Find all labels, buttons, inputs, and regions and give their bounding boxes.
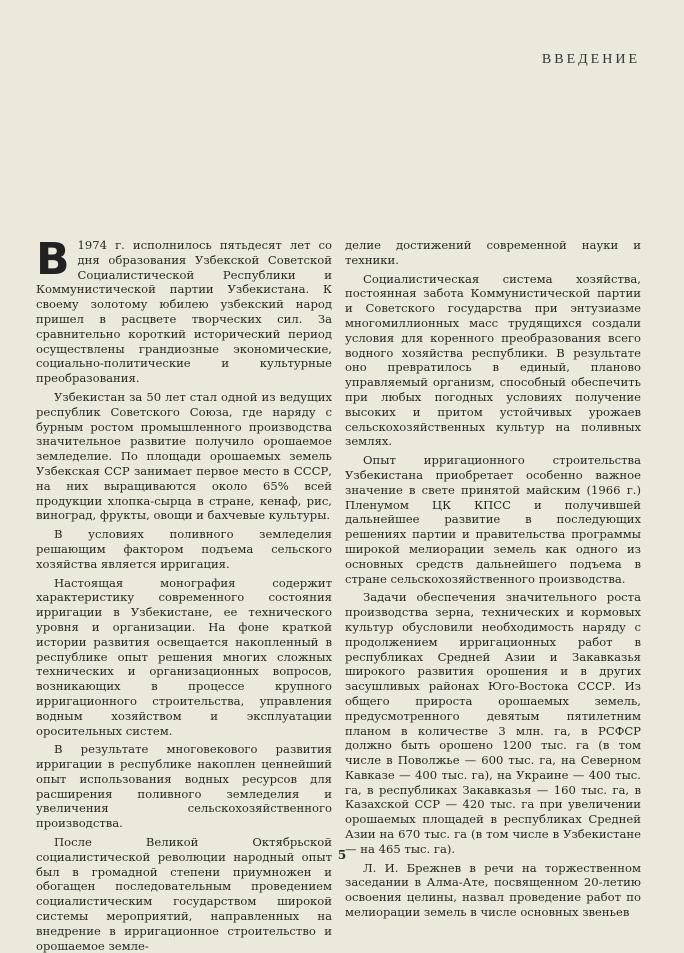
paragraph: В условиях поливного земледелия решающим фактором подъема сельского хозяйства является ирригация. — [36, 527, 332, 571]
right-column — [345, 238, 641, 920]
paragraph: Опыт ирригационного строительства Узбекистана приобретает особенно важное значение в свете принятой майским (1966 г.) Пленумом ЦК КПСС и получившей дальнейшее развитие в последующих решениях партии и правительства программы широкой мелиорации земель как одного из основных средств дальнейшего подъема в стране сельскохозяйственного производства. — [345, 453, 641, 586]
left-column — [36, 234, 332, 953]
paragraph: После Великой Октябрьской социалистической революции народный опыт был в громадной степени приумножен и обогащен последовательным проведением социалистическим государством широкой системы мероприятий, направленных на внедрение в ирригационное строительство и орошаемое земле- — [36, 835, 332, 953]
paragraph-intro-text: 1974 г. исполнилось пятьдесят лет со дня образования Узбекской Советской Социалистической Республики и Коммунистической партии Узбекистана. К своему золотому юбилею узбекский народ пришел в расцвете творческих сил. За сравнительно короткий исторический период осуществлены грандиозные экономические, социально-политические и культурные преобразования. — [36, 238, 332, 386]
paragraph: Настоящая монография содержит характеристику современного состояния ирригации в Узбекистане, ее технического уровня и организации. На фоне краткой истории развития освещается накопленный в республике опыт решения многих сложных технических и организационных вопросов, возникающих в процессе крупного ирригационного строительства, управления водным хозяйством и эксплуатации оросительных систем. — [36, 575, 332, 738]
chapter-title: ВВЕДЕНИЕ — [541, 52, 640, 67]
paragraph: В результате многовекового развития ирригации в республике накоплен ценнейший опыт использования водных ресурсов для расширения поливного земледелия и увеличения сельскохозяйственного производства. — [36, 742, 332, 831]
paragraph-intro — [36, 234, 332, 386]
paragraph: Л. И. Брежнев в речи на торжественном заседании в Алма-Ате, посвященном 20-летию освоения целины, назвал проведение работ по мелиорации земель в числе основных звеньев — [345, 860, 641, 920]
paragraph: Задачи обеспечения значительного роста производства зерна, технических и кормовых культур обусловили необходимость наряду с продолжением ирригационных работ в республиках Средней Азии и Закавказья широкого развития орошения и в других засушливых районах Юго-Востока СССР. Из общего прироста орошаемых земель, предусмотренного девятым пятилетним планом в количестве 3 млн. га, в РСФСР должно быть орошено 1200 тыс. га (в том числе в Поволжье — 600 тыс. га, на Северном Кавказе — 400 тыс. га), на Украине — 400 тыс. га, в республиках Закавказья — 160 тыс. га, в Казахской ССР — 420 тыс. га при увеличении орошаемых площадей в республиках Средней Азии на 670 тыс. га (в том числе в Узбекистане — на 465 тыс. га). — [345, 590, 641, 856]
paragraph: Социалистическая система хозяйства, постоянная забота Коммунистической партии и Советского государства при энтузиазме многомиллионных масс трудящихся создали условия для коренного преобразования всего водного хозяйства республики. В результате оно превратилось в единый, планово управляемый организм, способный обеспечить при любых погодных условиях получение высоких и притом устойчивых урожаев сельскохозяйственных культур на поливных землях. — [345, 271, 641, 449]
paragraph-continued: делие достижений современной науки и техники. — [345, 238, 641, 267]
drop-cap: В — [36, 234, 70, 285]
page-number: 5 — [337, 848, 347, 862]
paragraph: Узбекистан за 50 лет стал одной из ведущих республик Советского Союза, где наряду с бурным ростом промышленного производства значительное развитие получило орошаемое земледелие. По площади орошаемых земель Узбекская ССР занимает первое место в СССР, на них выращиваются около 65% всей продукции хлопка-сырца в стране, кенаф, рис, виноград, фрукты, овощи и бахчевые культуры. — [36, 389, 332, 523]
